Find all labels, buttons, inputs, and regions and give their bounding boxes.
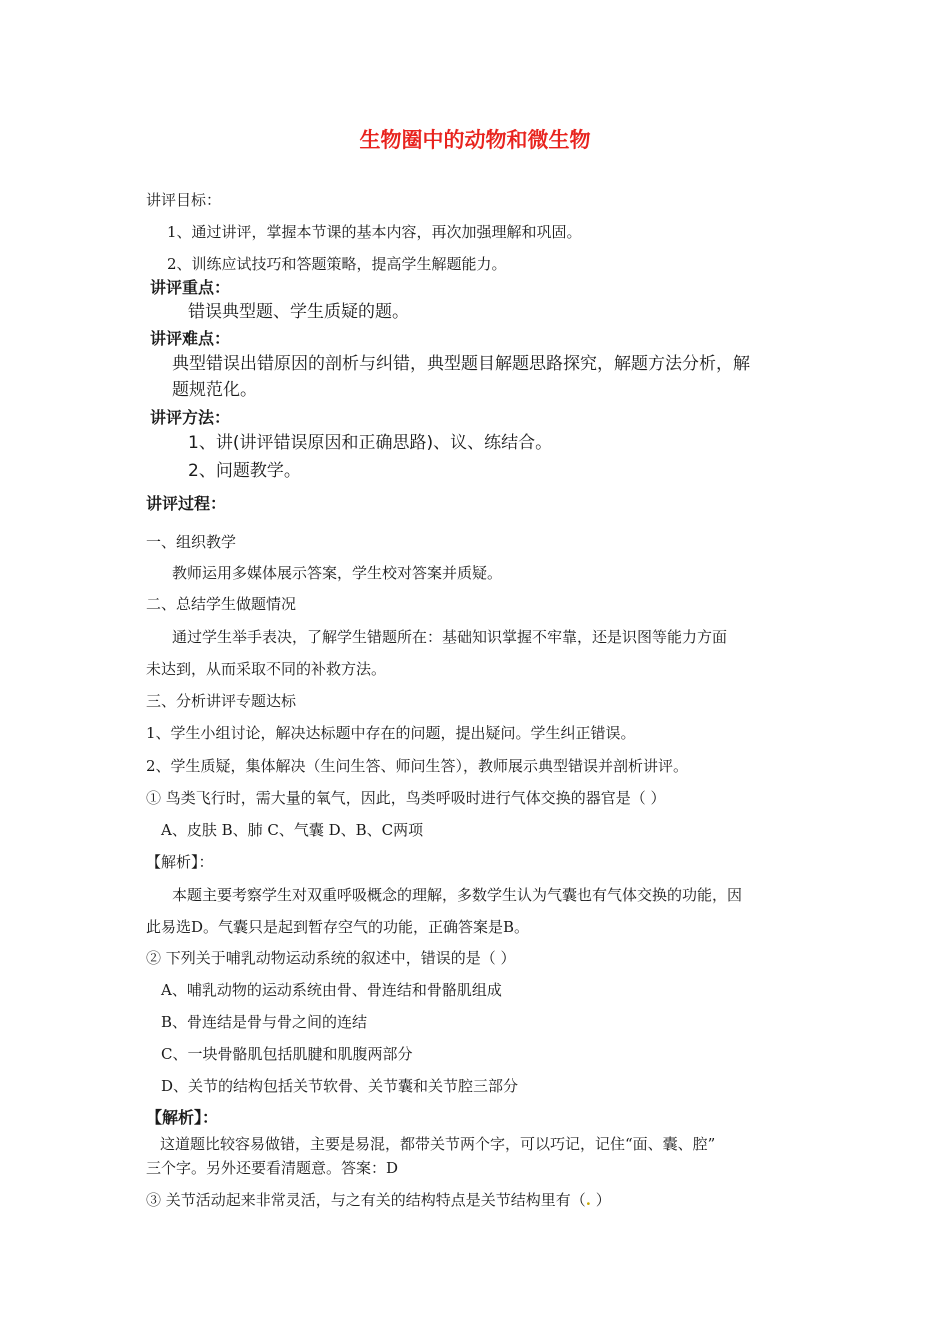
question-2-option-d: D、关节的结构包括关节软骨、关节囊和关节腔三部分 xyxy=(161,1077,519,1095)
section-1-title: 一、组织教学 xyxy=(146,533,237,551)
section-2-line-1: 通过学生举手表决，了解学生错题所在：基础知识掌握不牢靠，还是识图等能力方面 xyxy=(172,628,728,646)
method-item-1: 1、讲(讲评错误原因和正确思路)、议、练结合。 xyxy=(188,433,553,453)
question-2-analysis-line-1: 这道题比较容易做错，主要是易混，都带关节两个字，可以巧记，记住“面、囊、腔” xyxy=(160,1135,716,1153)
section-3-title: 三、分析讲评专题达标 xyxy=(146,692,297,710)
question-2-analysis-label: 【解析】： xyxy=(146,1108,219,1127)
question-2-stem: ② 下列关于哺乳动物运动系统的叙述中，错误的是（ ） xyxy=(146,949,516,967)
question-3-mark: . xyxy=(585,1191,592,1209)
question-1-analysis-line-1: 本题主要考察学生对双重呼吸概念的理解，多数学生认为气囊也有气体交换的功能，因 xyxy=(172,886,743,904)
question-2-option-a: A、哺乳动物的运动系统由骨、骨连结和骨骼肌组成 xyxy=(161,981,502,999)
section-3-para-1: 1、学生小组讨论，解决达标题中存在的问题，提出疑问。学生纠正错误。 xyxy=(146,724,636,742)
question-1-analysis-line-2: 此易选D。气囊只是起到暂存空气的功能，正确答案是B。 xyxy=(146,918,530,936)
question-1-stem: ① 鸟类飞行时，需大量的氧气，因此，鸟类呼吸时进行气体交换的器官是（ ） xyxy=(146,789,666,807)
method-heading: 讲评方法： xyxy=(150,408,231,427)
section-2-title: 二、总结学生做题情况 xyxy=(146,595,297,613)
difficulty-heading: 讲评难点： xyxy=(150,329,231,348)
goals-heading: 讲评目标： xyxy=(146,191,222,209)
question-2-analysis-line-2: 三个字。另外还要看清题意。答案：D xyxy=(146,1159,399,1177)
focus-text: 错误典型题、学生质疑的题。 xyxy=(188,302,409,322)
page-title: 生物圈中的动物和微生物 xyxy=(359,127,591,152)
method-item-2: 2、问题教学。 xyxy=(188,461,301,481)
question-3-close: ） xyxy=(591,1191,611,1209)
process-heading: 讲评过程： xyxy=(146,494,227,513)
question-2-option-b: B、骨连结是骨与骨之间的连结 xyxy=(161,1013,368,1031)
question-1-analysis-label: 【解析】： xyxy=(146,853,214,871)
section-1-text: 教师运用多媒体展示答案，学生校对答案并质疑。 xyxy=(172,564,503,582)
goal-item-2: 2、训练应试技巧和答题策略，提高学生解题能力。 xyxy=(167,255,507,273)
question-2-option-c: C、一块骨骼肌包括肌腱和肌腹两部分 xyxy=(161,1045,413,1063)
question-1-options: A、皮肤 B、肺 C、气囊 D、B、C两项 xyxy=(161,821,424,839)
question-3-stem xyxy=(146,1190,611,1210)
section-2-line-2: 未达到，从而采取不同的补救方法。 xyxy=(146,660,387,678)
question-3-stem-text: ③ 关节活动起来非常灵活，与之有关的结构特点是关节结构里有（ xyxy=(146,1191,586,1209)
difficulty-line-1: 典型错误出错原因的剖析与纠错，典型题目解题思路探究，解题方法分析，解 xyxy=(172,354,750,374)
section-3-para-2: 2、学生质疑，集体解决（生问生答、师问生答），教师展示典型错误并剖析讲评。 xyxy=(146,757,689,775)
difficulty-line-2: 题规范化。 xyxy=(172,380,257,400)
goal-item-1: 1、通过讲评，掌握本节课的基本内容，再次加强理解和巩固。 xyxy=(167,223,582,241)
focus-heading: 讲评重点： xyxy=(150,278,231,297)
